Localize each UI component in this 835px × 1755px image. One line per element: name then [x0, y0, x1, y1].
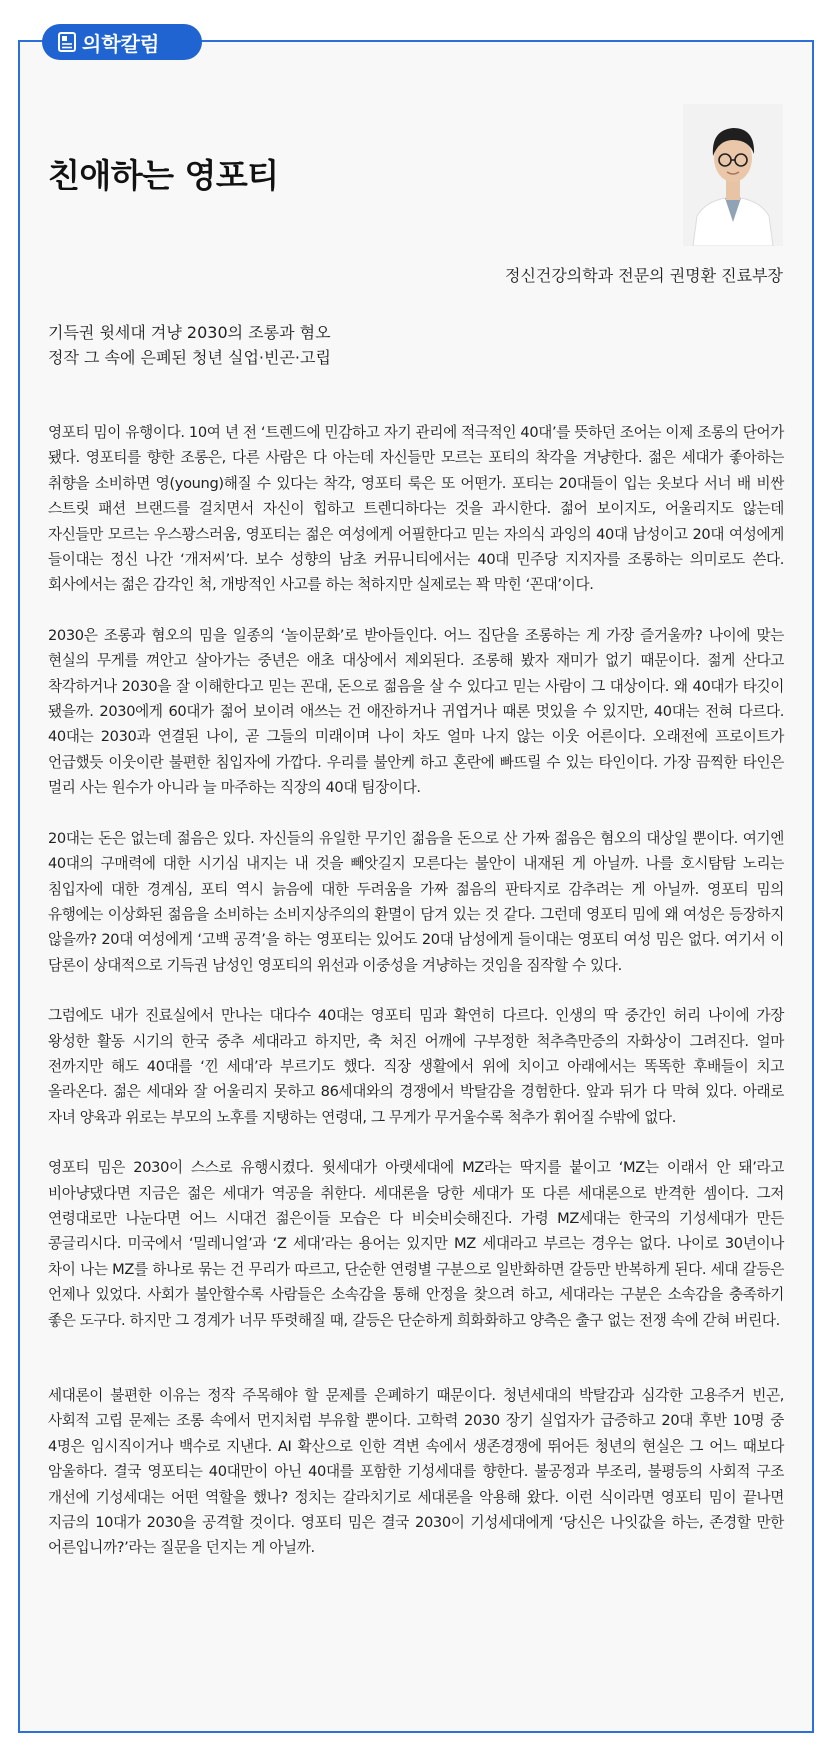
body-paragraph: 영포티 밈은 2030이 스스로 유행시켰다. 윗세대가 아랫세대에 MZ라는 딱지를 붙이고 ‘MZ는 이래서 안 돼’라고 비아냥댔다면 지금은 젊은 세대가 역공을 취한다. 세대론을 당한 세대가 또 다른 세대론으로 반격한 셈이다. 그저 연령대로만 나눈다면 어느 시대건 젊은이들 모습은 다 비슷비슷해진다. 가령 MZ세대는 한국의 기성세대가 만든 콩글리시다. 미국에서 ‘밀레니얼’과 ‘Z 세대’라는 용어는 있지만 MZ 세대라고 부르는 경우는 없다. 나이로 30년이나 차이 나는 MZ를 하나로 묶는 건 무리가 따르고, 단순한 연령별 구분으로 일반화하면 갈등만 반복하게 된다. 세대 갈등은 언제나 있었다. 사회가 불안할수록 사람들은 소속감을 통해 안정을 찾으려 하고, 세대라는 구분은 소속감을 충족하기 좋은 도구다. 하지만 그 경계가 너무 뚜렷해질 때, 갈등은 단순하게 희화화하고 양측은 출구 없는 전쟁 속에 갇혀 버린다.: [48, 1159, 784, 1329]
author-photo: [683, 104, 783, 246]
subtitle-line: 정작 그 속에 은폐된 청년 실업·빈곤·고립: [48, 348, 331, 367]
article-subtitle: [48, 320, 331, 370]
article-body: [48, 420, 784, 1586]
body-paragraph: 2030은 조롱과 혐오의 밈을 일종의 ‘놀이문화’로 받아들인다. 어느 집단을 조롱하는 게 가장 즐거울까? 나이에 맞는 현실의 무게를 껴안고 살아가는 중년은 애초 대상에서 제외된다. 조롱해 봤자 재미가 없기 때문이다. 젊게 산다고 착각하거나 2030을 잘 이해한다고 믿는 꼰대, 돈으로 젊음을 살 수 있다고 믿는 사람이 그 대상이다. 왜 40대가 타깃이 됐을까. 2030에게 60대가 젊어 보이려 애쓰는 건 애잔하거나 귀엽거나 때론 멋있을 수 있지만, 40대는 전혀 다르다. 40대는 2030과 연결된 나이, 곧 그들의 미래이며 나이 차도 얼마 나지 않는 이웃 어른이다. 오래전에 프로이트가 언급했듯 이웃이란 불편한 침입자에 가깝다. 우리를 불안케 하고 혼란에 빠뜨릴 수 있는 타인이다. 가장 끔찍한 타인은 멀리 사는 원수가 아니라 늘 마주하는 직장의 40대 팀장이다.: [48, 626, 784, 797]
body-paragraph: 영포티 밈이 유행이다. 10여 년 전 ‘트렌드에 민감하고 자기 관리에 적극적인 40대’를 뜻하던 조어는 이제 조롱의 단어가 됐다. 영포티를 향한 조롱은, 다른 사람은 다 아는데 자신들만 모르는 포티의 착각을 겨냥한다. 젊은 세대가 좋아하는 취향을 소비하면 영(young)해질 수 있다는 착각, 영포티 룩은 또 어떤가. 포티는 20대들이 입는 옷보다 서너 배 비싼 스트릿 패션 브랜드를 걸치면서 자신이 힙하고 트렌디하다는 것을 과시한다. 젊어 보이지도, 어울리지도 않는데 자신들만 모르는 우스꽝스러움, 영포티는 젊은 여성에게 어필한다고 믿는 자의식 과잉의 40대 남성이고 20대 여성에게 들이대는 정신 나간 ‘개저씨’다. 보수 성향의 남초 커뮤니티에서는 40대 민주당 지지자를 조롱하는 의미로도 쓴다. 회사에서는 젊은 감각인 척, 개방적인 사고를 하는 척하지만 실제로는 꽉 막힌 ‘꼰대’이다.: [48, 424, 784, 594]
body-paragraph: 20대는 돈은 없는데 젊음은 있다. 자신들의 유일한 무기인 젊음을 돈으로 산 가짜 젊음은 혐오의 대상일 뿐이다. 여기엔 40대의 구매력에 대한 시기심 내지는 내 것을 빼앗길지 모른다는 불안이 내재된 게 아닐까. 나를 호시탐탐 노리는 침입자에 대한 경계심, 포티 역시 늙음에 대한 두려움을 가짜 젊음의 판타지로 감추려는 게 아닐까. 영포티 밈의 유행에는 이상화된 젊음을 소비하는 소비지상주의의 환멸이 담겨 있는 것 같다. 그런데 영포티 밈에 왜 여성은 등장하지 않을까? 20대 여성에게 ‘고백 공격’을 하는 영포티는 있어도 20대 남성에게 들이대는 영포티 여성 밈은 없다. 여기서 이 담론이 상대적으로 기득권 남성인 영포티의 위선과 이중성을 겨냥하는 것임을 짐작할 수 있다.: [48, 829, 784, 974]
document-icon: [58, 32, 76, 52]
body-paragraph: 그럼에도 내가 진료실에서 만나는 대다수 40대는 영포티 밈과 확연히 다르다. 인생의 딱 중간인 허리 나이에 가장 왕성한 활동 시기의 한국 중추 세대라고 하지만, 축 처진 어깨에 구부정한 척추측만증의 자화상이 그려진다. 얼마 전까지만 해도 40대를 ‘낀 세대’라 부르기도 했다. 직장 생활에서 위에 치이고 아래에서는 똑똑한 후배들이 치고 올라온다. 젊은 세대와 잘 어울리지 못하고 86세대와의 경쟁에서 박탈감을 경험한다. 앞과 뒤가 다 막혀 있다. 아래로 자녀 양육과 위로는 부모의 노후를 지탱하는 연령대, 그 무게가 무거울수록 척추가 휘어질 수밖에 없다.: [48, 1007, 784, 1126]
body-paragraph: 세대론이 불편한 이유는 정작 주목해야 할 문제를 은폐하기 때문이다. 청년세대의 박탈감과 심각한 고용주거 빈곤, 사회적 고립 문제는 조롱 속에서 먼지처럼 부유할 뿐이다. 고학력 2030 장기 실업자가 급증하고 20대 후반 10명 중 4명은 임시직이거나 백수로 지낸다. AI 확산으로 인한 격변 속에서 생존경쟁에 뛰어든 청년의 현실은 그 어느 때보다 암울하다. 결국 영포티는 40대만이 아닌 40대를 포함한 기성세대를 향한다. 불공정과 부조리, 불평등의 사회적 구조 개선에 기성세대는 어떤 역할을 했나? 정치는 갈라치기로 세대론을 악용해 왔다. 이런 식이라면 영포티 밈이 끝나면 지금의 10대가 2030을 공격할 것이다. 영포티 밈은 결국 2030이 기성세대에게 ‘당신은 나잇값을 하는, 존경할 만한 어른입니까?’라는 질문을 던지는 게 아닐까.: [48, 1387, 784, 1557]
article-title: 친애하는 영포티: [48, 156, 279, 195]
author-byline: 정신건강의학과 전문의 권명환 진료부장: [504, 266, 783, 285]
section-badge-label: 의학칼럼: [82, 31, 160, 56]
section-badge: [42, 24, 202, 60]
subtitle-line: 기득권 윗세대 겨냥 2030의 조롱과 혐오: [48, 323, 331, 342]
